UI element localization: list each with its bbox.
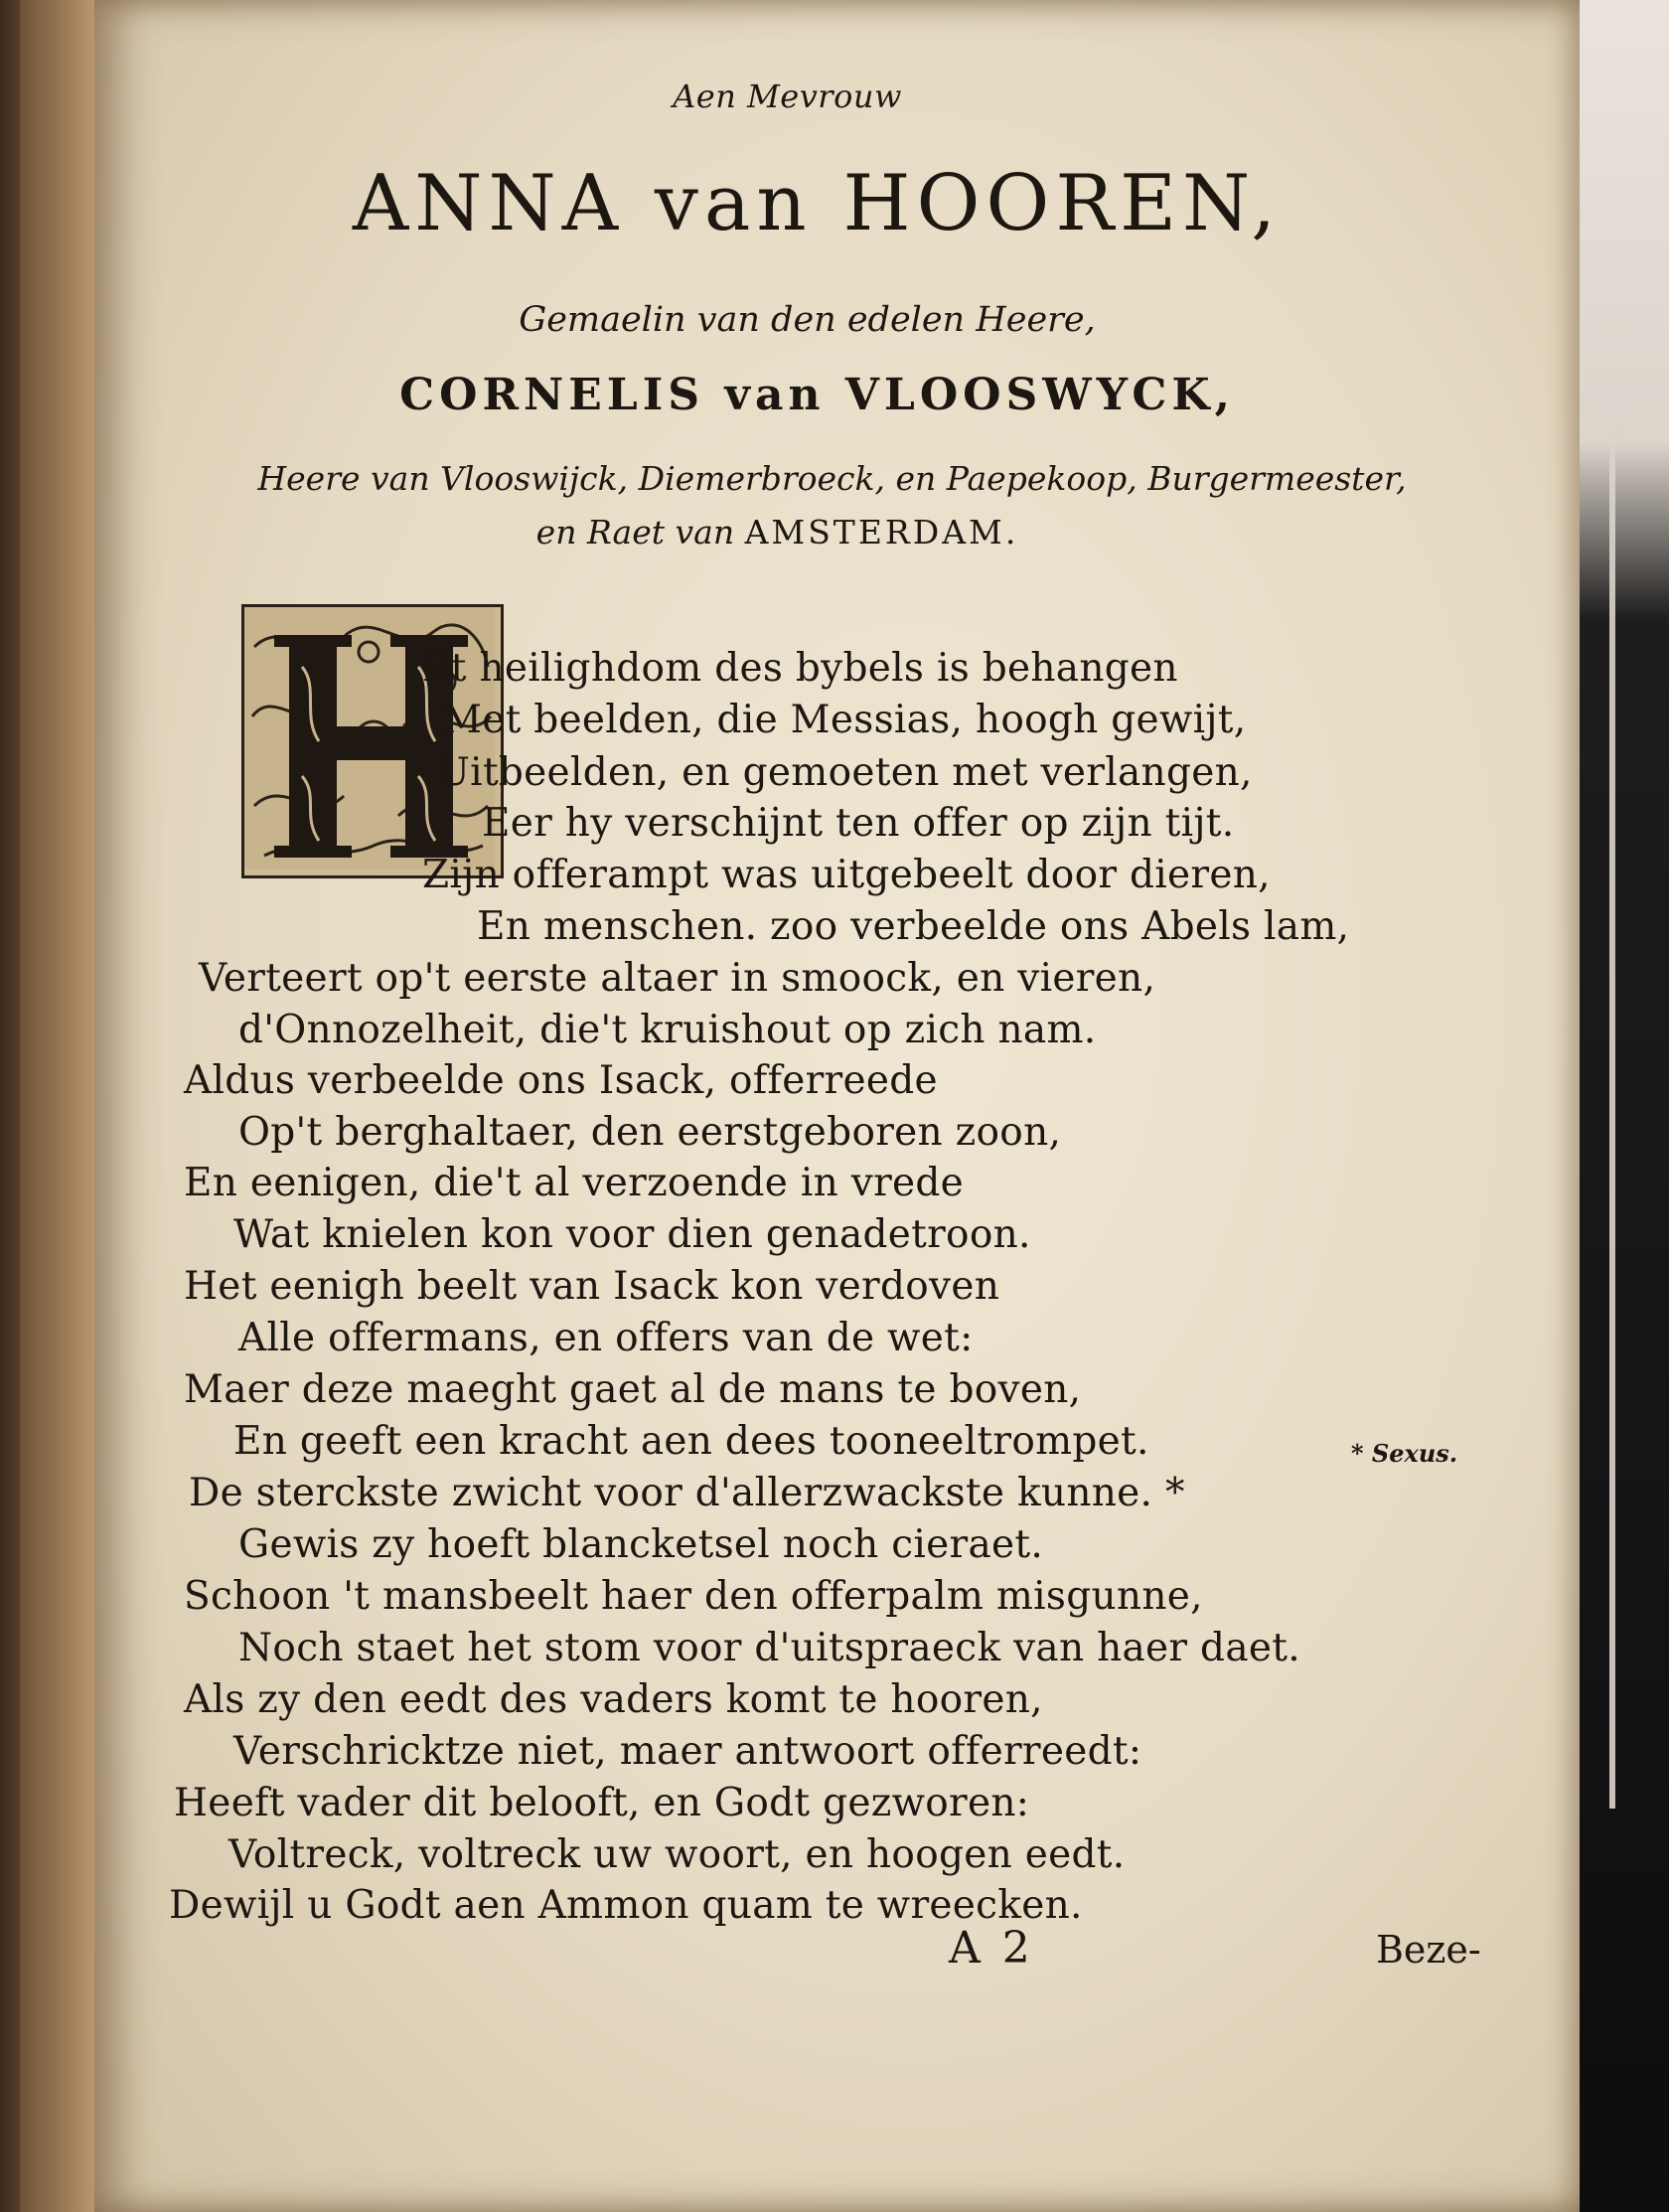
place-line [94, 513, 1460, 552]
catchword: Beze- [1376, 1928, 1481, 1972]
verse-line: d'Onnozelheit, die't kruishout op zich nam. [238, 1008, 1097, 1052]
verse-line: Op't berghaltaer, den eerstgeboren zoon, [238, 1110, 1062, 1155]
verse-line: Eer hy verschijnt ten offer op zijn tijt. [482, 801, 1235, 846]
verse-line: Voltreck, voltreck uw woort, en hoogen eedt. [228, 1832, 1126, 1877]
verse-line: Dewijl u Godt aen Ammon quam te wreecken. [169, 1883, 1083, 1928]
place-name: AMSTERDAM. [744, 513, 1019, 552]
cable [1609, 417, 1639, 1809]
book-page [94, 0, 1580, 2212]
verse-line: Verteert op't eerste altaer in smoock, en vieren, [199, 956, 1156, 1001]
running-head: Aen Mevrouw [673, 78, 902, 115]
verse-line: En geeft een kracht aen dees tooneeltrompet. [233, 1419, 1149, 1464]
verse-line: Alle offermans, en offers van de wet: [238, 1316, 974, 1360]
verse-line: Aldus verbeelde ons Isack, offerreede [184, 1058, 938, 1103]
marginal-note: * Sexus. [1351, 1439, 1458, 1468]
signature-mark: A 2 [949, 1923, 1034, 1974]
verse-line: Het eenigh beelt van Isack kon verdoven [184, 1264, 1000, 1309]
dedicatee-name: ANNA van HOOREN, [352, 159, 1283, 248]
verse-line: Gewis zy hoeft blancketsel noch cieraet. [238, 1522, 1044, 1567]
verse-line: De sterckste zwicht voor d'allerzwackste kunne. * [189, 1471, 1185, 1515]
verse-line: En menschen. zoo verbeelde ons Abels lam, [477, 904, 1350, 949]
verse-line: Schoon 't mansbeelt haer den offerpalm misgunne, [184, 1574, 1203, 1619]
verse-line: Et heilighdom des bybels is behangen [422, 646, 1178, 691]
verse-line: Wat knielen kon voor dien genadetroon. [233, 1212, 1031, 1257]
husband-name: CORNELIS van VLOOSWYCK, [399, 370, 1235, 420]
place-prefix: en Raet van [535, 513, 735, 552]
husband-titles: Heere van Vlooswijck, Diemerbroeck, en Paepekoop, Burgermeester, [257, 459, 1407, 498]
verse-line: Heeft vader dit belooft, en Godt gezworen: [174, 1781, 1030, 1825]
verse-line: Noch staet het stom voor d'uitspraeck van haer daet. [238, 1626, 1300, 1670]
verse-line: Als zy den eedt des vaders komt te hooren, [184, 1677, 1043, 1722]
verse-line: Met beelden, die Messias, hoogh gewijt, [442, 698, 1247, 742]
verse-line: En eenigen, die't al verzoende in vrede [184, 1161, 965, 1205]
verse-line: Verschricktze niet, maer antwoort offerreedt: [233, 1729, 1142, 1774]
verse-line: Zijn offerampt was uitgebeelt door dieren, [422, 853, 1271, 897]
dedicatee-subtitle: Gemaelin van den edelen Heere, [519, 300, 1096, 340]
verse-line: Uitbeelden, en gemoeten met verlangen, [437, 750, 1253, 795]
verse-line: Maer deze maeght gaet al de mans te boven, [184, 1367, 1082, 1412]
